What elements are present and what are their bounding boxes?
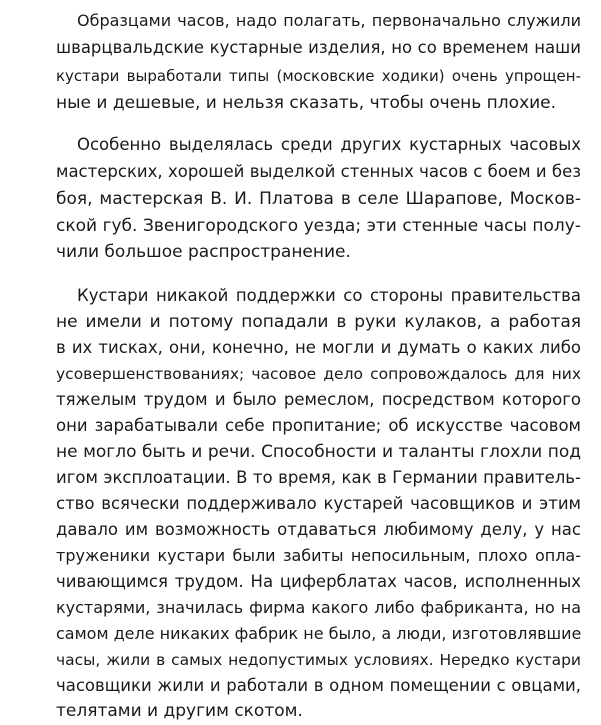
text-line: шварцвальдские кустарные изделия, но со временем наши <box>56 38 581 57</box>
text-line: часы, жили в самых недопустимых условиях. Нередко кустари <box>56 651 581 669</box>
text-line: Образцами часов, надо полагать, первоначально служили <box>77 11 581 30</box>
text-line: тяжелым трудом и было ремеслом, посредством которого <box>56 390 581 409</box>
text-line: чивающимся трудом. На циферблатах часов, исполненных <box>56 572 581 591</box>
text-line: кустари выработали типы (московские ходики) очень упрощен- <box>56 67 581 85</box>
text-line: часовщики жили и работали в одном помещении с овцами, <box>56 676 581 695</box>
text-line: чили большое распространение. <box>56 242 351 262</box>
text-line: боя, мастерская В. И. Платова в селе Шарапове, Москов- <box>56 189 581 209</box>
text-line: Особенно выделялась среди других кустарных часовых <box>77 135 581 154</box>
text-line: телятами и другим скотом. <box>56 701 303 721</box>
text-line: не имели и потому попадали в руки кулаков, а работая <box>56 312 581 332</box>
text-line: ство всячески поддерживало кустарей часовщиков и этим <box>56 494 581 513</box>
text-line: труженики кустари были забиты непосильным, плохо опла- <box>56 546 581 565</box>
text-line: кустарями, значилась фирма какого либо фабриканта, но на <box>56 598 581 617</box>
text-line: не могло быть и речи. Способности и таланты глохли под <box>56 442 581 462</box>
text-line: ные и дешевые, и нельзя сказать, чтобы очень плохие. <box>56 93 557 113</box>
text-line: давало им возможность отдаваться любимому делу, у нас <box>56 520 581 539</box>
text-line: в их тисках, они, конечно, не могли и думать о каких либо <box>56 338 581 357</box>
text-line: игом эксплоатации. В то время, как в Германии правитель- <box>56 468 581 487</box>
text-line: самом деле никаких фабрик не было, а люди, изготовлявшие <box>56 624 582 643</box>
text-line: они зарабатывали себе пропитание; об искусстве часовом <box>56 416 581 435</box>
text-line: ской губ. Звенигородского уезда; эти стенные часы полу- <box>56 216 581 236</box>
text-line: мастерских, хорошей выделкой стенных часов с боем и без <box>56 162 581 181</box>
text-line: усовершенствованиях; часовое дело сопровождалось для них <box>56 365 581 383</box>
text-line: Кустари никакой поддержки со стороны правительства <box>77 286 581 305</box>
